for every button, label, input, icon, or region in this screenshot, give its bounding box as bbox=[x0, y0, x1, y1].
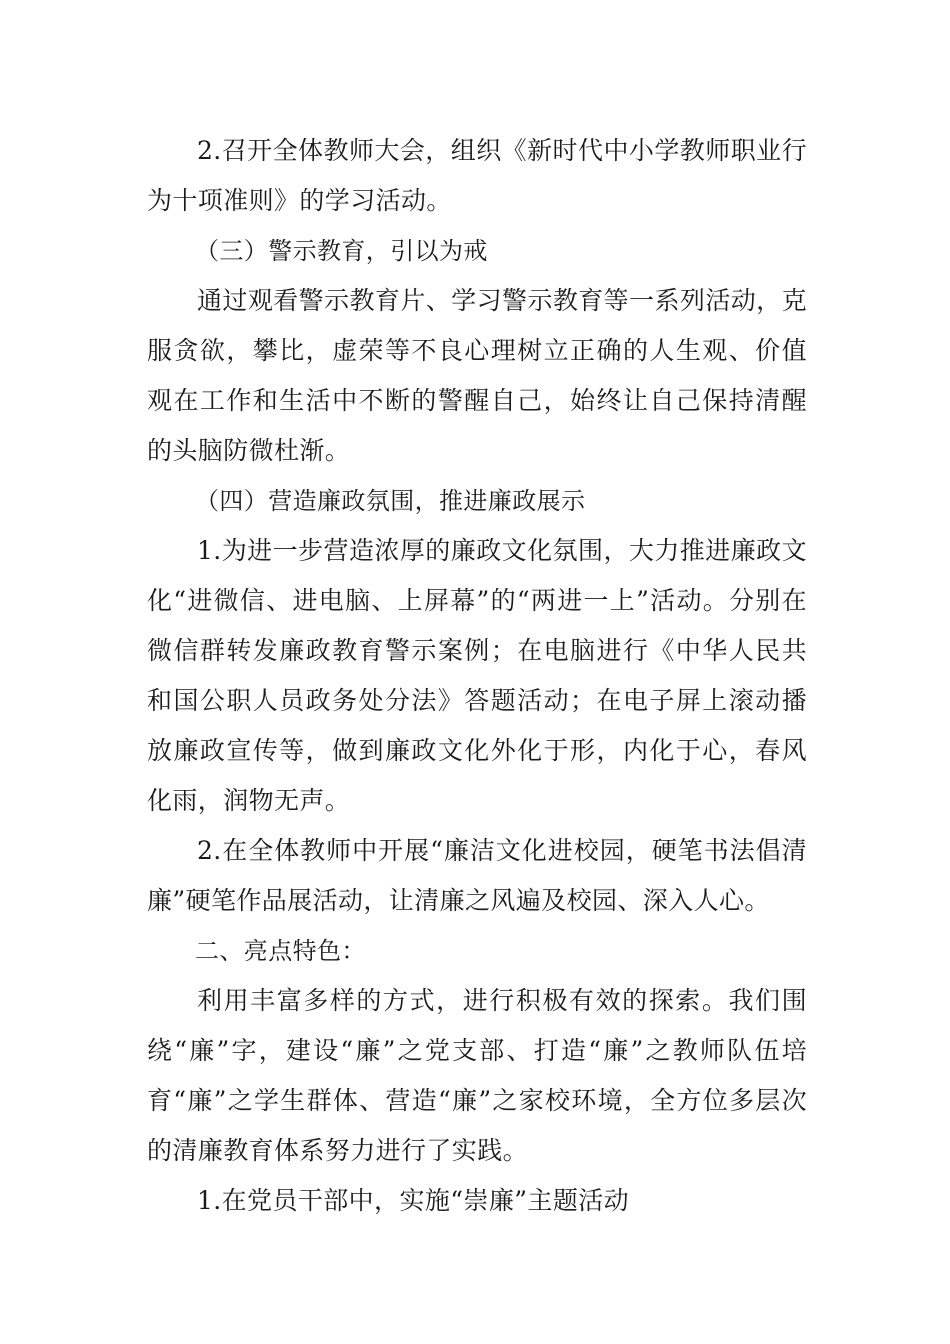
paragraph-party-cadres-activity: 1.在党员干部中，实施“崇廉”主题活动 bbox=[197, 1186, 630, 1215]
paragraph-warning-education: 通过观看警示教育片、学习警示教育等一系列活动，克服贪欲，攀比，虚荣等不良心理树立正确的人生观、价值观在工作和生活中不断的警醒自己，始终让自己保持清醒的头脑防微杜渐。 bbox=[147, 286, 807, 465]
section-heading-warning-education: （三）警示教育，引以为戒 bbox=[195, 237, 488, 265]
paragraph-teacher-conference: 2.召开全体教师大会，组织《新时代中小学教师职业行为十项准则》的学习活动。 bbox=[147, 136, 807, 215]
section-heading-highlights: 二、亮点特色： bbox=[195, 937, 366, 965]
paragraph-integrity-culture-campaign: 1.为进一步营造浓厚的廉政文化氛围，大力推进廉政文化“进微信、进电脑、上屏幕”的“两进一上”活动。分别在微信群转发廉政教育警示案例；在电脑进行《中华人民共和国公职人员政务处分法》答题活动；在电子屏上滚动播放廉政宣传等，做到廉政文化外化于形，内化于心，春风化雨，润物无声。 bbox=[147, 536, 807, 815]
paragraph-calligraphy-exhibition: 2.在全体教师中开展“廉洁文化进校园，硬笔书法倡清廉”硬笔作品展活动，让清廉之风遍及校园、深入人心。 bbox=[147, 836, 807, 915]
paragraph-highlights-overview: 利用丰富多样的方式，进行积极有效的探索。我们围绕“廉”字，建设“廉”之党支部、打造“廉”之教师队伍培育“廉”之学生群体、营造“廉”之家校环境，全方位多层次的清廉教育体系努力进行了实践。 bbox=[147, 986, 807, 1165]
section-heading-integrity-atmosphere: （四）营造廉政氛围，推进廉政展示 bbox=[195, 487, 586, 515]
